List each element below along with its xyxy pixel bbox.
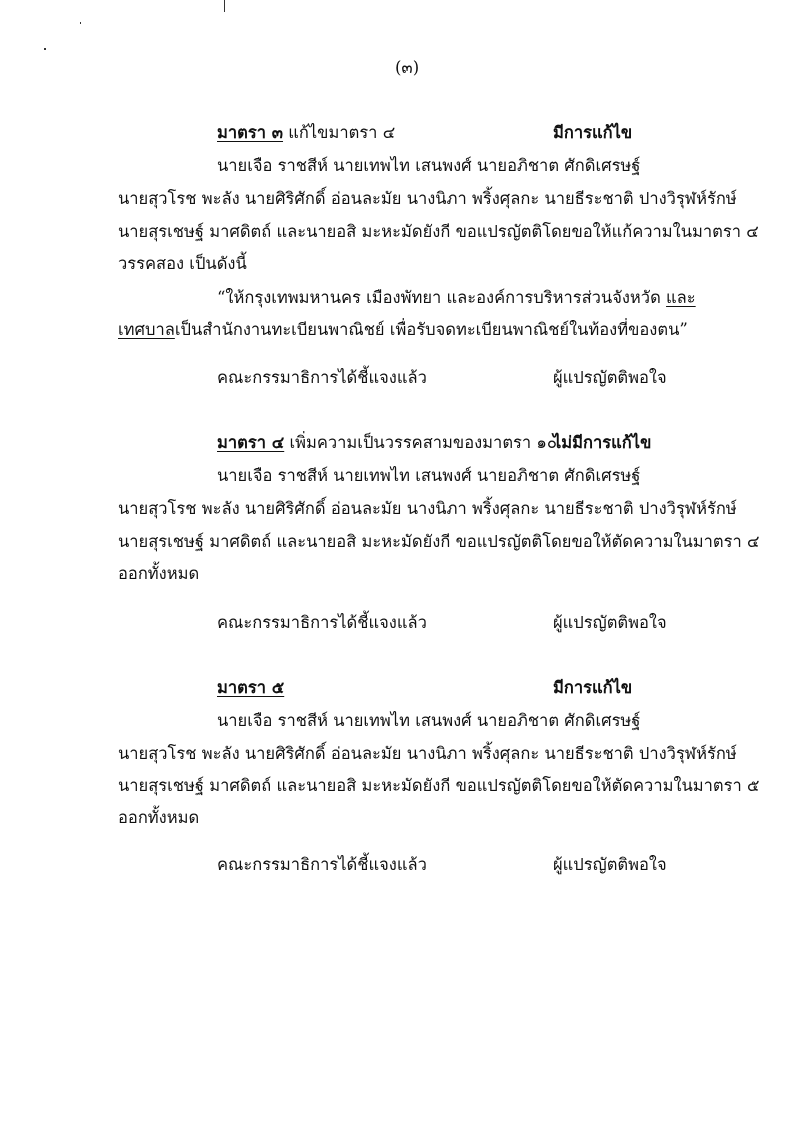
proposer-line: นายสุรเชษฐ์ มาศดิตถ์ และนายอสิ มะหะมัดยังกี ขอแปรญัตติโดยขอให้ตัดความในมาตรา ๕ [118, 776, 760, 795]
scan-speck [224, 0, 225, 12]
proposer-line: วรรคสอง เป็นดังนี้ [118, 254, 247, 273]
status-label: มีการแก้ไข [553, 123, 633, 142]
article-label: มาตรา ๓ [217, 123, 284, 142]
section-heading [217, 435, 557, 452]
proposer-line: นายเจือ ราชสีห์ นายเทพไท เสนพงศ์ นายอภิชาต ศักดิเศรษฐ์ [217, 466, 641, 485]
committee-note: คณะกรรมาธิการได้ชี้แจงแล้ว [217, 613, 427, 632]
quote-underlined: และ [666, 288, 696, 307]
proposer-line: นายสุวโรช พะลัง นายศิริศักดิ์ อ่อนละมัย นางนิภา พริ้งศุลกะ นายธีระชาติ ปางวิรุฬห์รักษ์ [118, 189, 737, 208]
proposer-line: ออกทั้งหมด [118, 564, 200, 583]
proposer-line: นายเจือ ราชสีห์ นายเทพไท เสนพงศ์ นายอภิชาต ศักดิเศรษฐ์ [217, 156, 641, 175]
committee-note: คณะกรรมาธิการได้ชี้แจงแล้ว [217, 368, 427, 387]
article-title: แก้ไขมาตรา ๔ [283, 123, 396, 142]
quote-line [217, 290, 696, 307]
scan-speck [44, 48, 46, 50]
quote-text: “ให้กรุงเทพมหานคร เมืองพัทยา และองค์การบริหารส่วนจังหวัด [217, 288, 667, 307]
page-number: (๓) [395, 58, 420, 77]
article-label: มาตรา ๕ [217, 678, 285, 697]
section-heading [217, 680, 284, 697]
article-title: เพิ่มความเป็นวรรคสามของมาตรา ๑๐ [284, 433, 557, 452]
proposer-line: นายเจือ ราชสีห์ นายเทพไท เสนพงศ์ นายอภิชาต ศักดิเศรษฐ์ [217, 711, 641, 730]
committee-note: คณะกรรมาธิการได้ชี้แจงแล้ว [217, 855, 427, 874]
result-note: ผู้แปรญัตติพอใจ [553, 613, 667, 632]
article-label: มาตรา ๔ [217, 433, 285, 452]
proposer-line: นายสุรเชษฐ์ มาศดิตถ์ และนายอสิ มะหะมัดยังกี ขอแปรญัตติโดยขอให้แก้ความในมาตรา ๔ [118, 222, 759, 241]
result-note: ผู้แปรญัตติพอใจ [553, 368, 667, 387]
result-note: ผู้แปรญัตติพอใจ [553, 855, 667, 874]
quote-underlined: เทศบาล [118, 320, 175, 339]
proposer-line: นายสุวโรช พะลัง นายศิริศักดิ์ อ่อนละมัย นางนิภา พริ้งศุลกะ นายธีระชาติ ปางวิรุฬห์รักษ์ [118, 744, 737, 763]
proposer-line: นายสุวโรช พะลัง นายศิริศักดิ์ อ่อนละมัย นางนิภา พริ้งศุลกะ นายธีระชาติ ปางวิรุฬห์รักษ์ [118, 499, 737, 518]
proposer-line: นายสุรเชษฐ์ มาศดิตถ์ และนายอสิ มะหะมัดยังกี ขอแปรญัตติโดยขอให้ตัดความในมาตรา ๔ [118, 532, 760, 551]
section-heading [217, 125, 395, 142]
status-label: ไม่มีการแก้ไข [553, 433, 652, 452]
proposer-line: ออกทั้งหมด [118, 808, 200, 827]
quote-line [118, 322, 688, 339]
scan-speck [80, 22, 81, 24]
quote-text: เป็นสำนักงานทะเบียนพาณิชย์ เพื่อรับจดทะเบียนพาณิชย์ในท้องที่ของตน” [174, 320, 688, 339]
status-label: มีการแก้ไข [553, 678, 633, 697]
